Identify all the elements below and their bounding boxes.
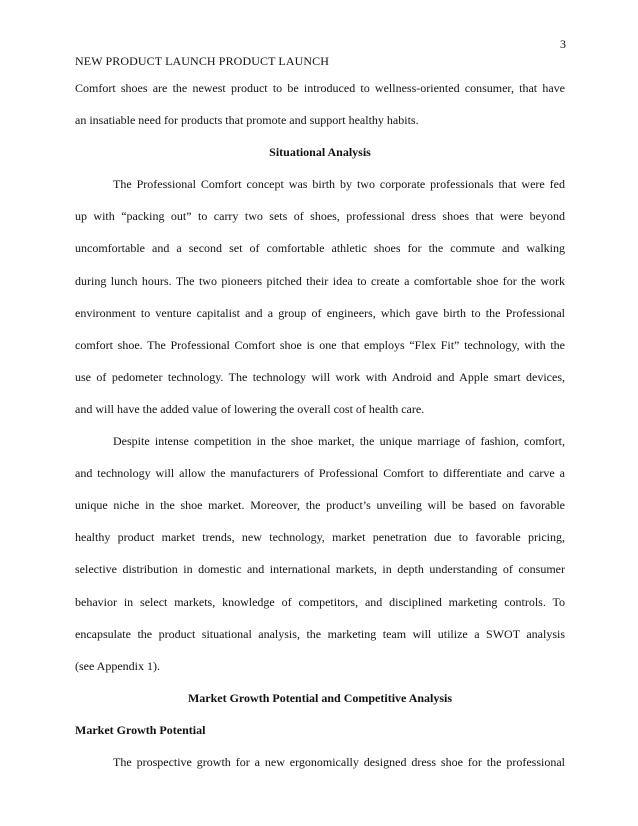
page-number: 3 <box>560 37 566 51</box>
paragraph-line: The Professional Comfort concept was birth by two corporate professionals that were fed <box>113 177 565 192</box>
paragraph-line: during lunch hours. The two pioneers pitched their idea to create a comfortable shoe for the work <box>75 273 565 288</box>
paragraph-line: environment to venture capitalist and a group of engineers, which gave birth to the Professional <box>75 305 565 320</box>
paragraph-line: and will have the added value of lowering the overall cost of health care. <box>75 401 425 416</box>
subheading-market-growth-potential: Market Growth Potential <box>75 722 206 737</box>
paragraph-line: behavior in select markets, knowledge of competitors, and disciplined marketing controls. To <box>75 594 565 609</box>
paragraph-line: uncomfortable and a second set of comfortable athletic shoes for the commute and walking <box>75 241 565 256</box>
paragraph-line: healthy product market trends, new technology, market penetration due to favorable pricing, <box>75 530 565 545</box>
paragraph-line: comfort shoe. The Professional Comfort shoe is one that employs “Flex Fit” technology, with the <box>75 337 565 352</box>
paragraph-line: selective distribution in domestic and international markets, in depth understanding of consumer <box>75 562 565 577</box>
body-text <box>75 72 565 778</box>
paragraph-line: Despite intense competition in the shoe market, the unique marriage of fashion, comfort, <box>113 434 565 449</box>
running-head: NEW PRODUCT LAUNCH PRODUCT LAUNCH <box>75 54 329 68</box>
paragraph-line: unique niche in the shoe market. Moreover, the product’s unveiling will be based on favorable <box>75 498 565 513</box>
paragraph-line: (see Appendix 1). <box>75 658 160 673</box>
paragraph-line: use of pedometer technology. The technology will work with Android and Apple smart devices, <box>75 369 565 384</box>
paragraph-line: The prospective growth for a new ergonomically designed dress shoe for the professional <box>113 754 565 769</box>
section-heading-market-growth: Market Growth Potential and Competitive Analysis <box>187 690 453 705</box>
intro-line: Comfort shoes are the newest product to be introduced to wellness-oriented consumer, that have <box>75 81 565 95</box>
section-heading-situational-analysis: Situational Analysis <box>269 145 371 160</box>
intro-line: an insatiable need for products that promote and support healthy habits. <box>75 113 419 128</box>
paragraph-line: encapsulate the product situational analysis, the marketing team will utilize a SWOT analysis <box>75 626 565 641</box>
paragraph-line: up with “packing out” to carry two sets of shoes, professional dress shoes that were beyond <box>75 209 565 224</box>
paragraph-line: and technology will allow the manufacturers of Professional Comfort to differentiate and carve a <box>75 466 565 481</box>
